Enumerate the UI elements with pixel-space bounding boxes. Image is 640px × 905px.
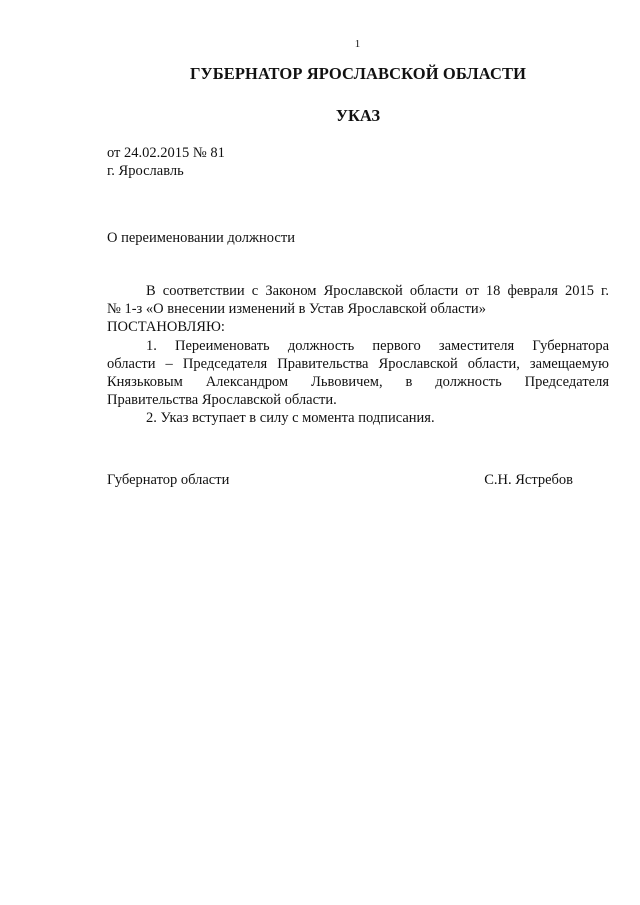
document-issuer-title: ГУБЕРНАТОР ЯРОСЛАВСКОЙ ОБЛАСТИ [189,64,527,83]
decree-word: ПОСТАНОВЛЯЮ: [107,319,225,336]
document-type: УКАЗ [335,106,381,125]
item-1-line-1: 1. Переименовать должность первого заместителя Губернатора [146,337,609,354]
item-2: 2. Указ вступает в силу с момента подписания. [146,410,435,427]
preamble-line-1: В соответствии с Законом Ярославской области от 18 февраля 2015 г. [146,283,609,299]
item-1-line-3: Князьковым Александром Львовичем, в должность Председателя [107,374,609,391]
document-date-number: от 24.02.2015 № 81 [107,145,225,161]
document-city: г. Ярославль [107,163,184,179]
item-1-line-4: Правительства Ярославской области. [107,392,337,409]
signature-position: Губернатор области [107,472,230,488]
document-meta [107,144,225,180]
item-1-line-2: области – Председателя Правительства Ярославской области, замещаемую [107,355,609,372]
signature-name: С.Н. Ястребов [484,472,573,488]
document-body [107,282,609,428]
preamble-line-2: № 1-з «О внесении изменений в Устав Ярославской области» [107,301,486,318]
document-subject: О переименовании должности [107,230,295,246]
page-number: 1 [354,38,361,50]
